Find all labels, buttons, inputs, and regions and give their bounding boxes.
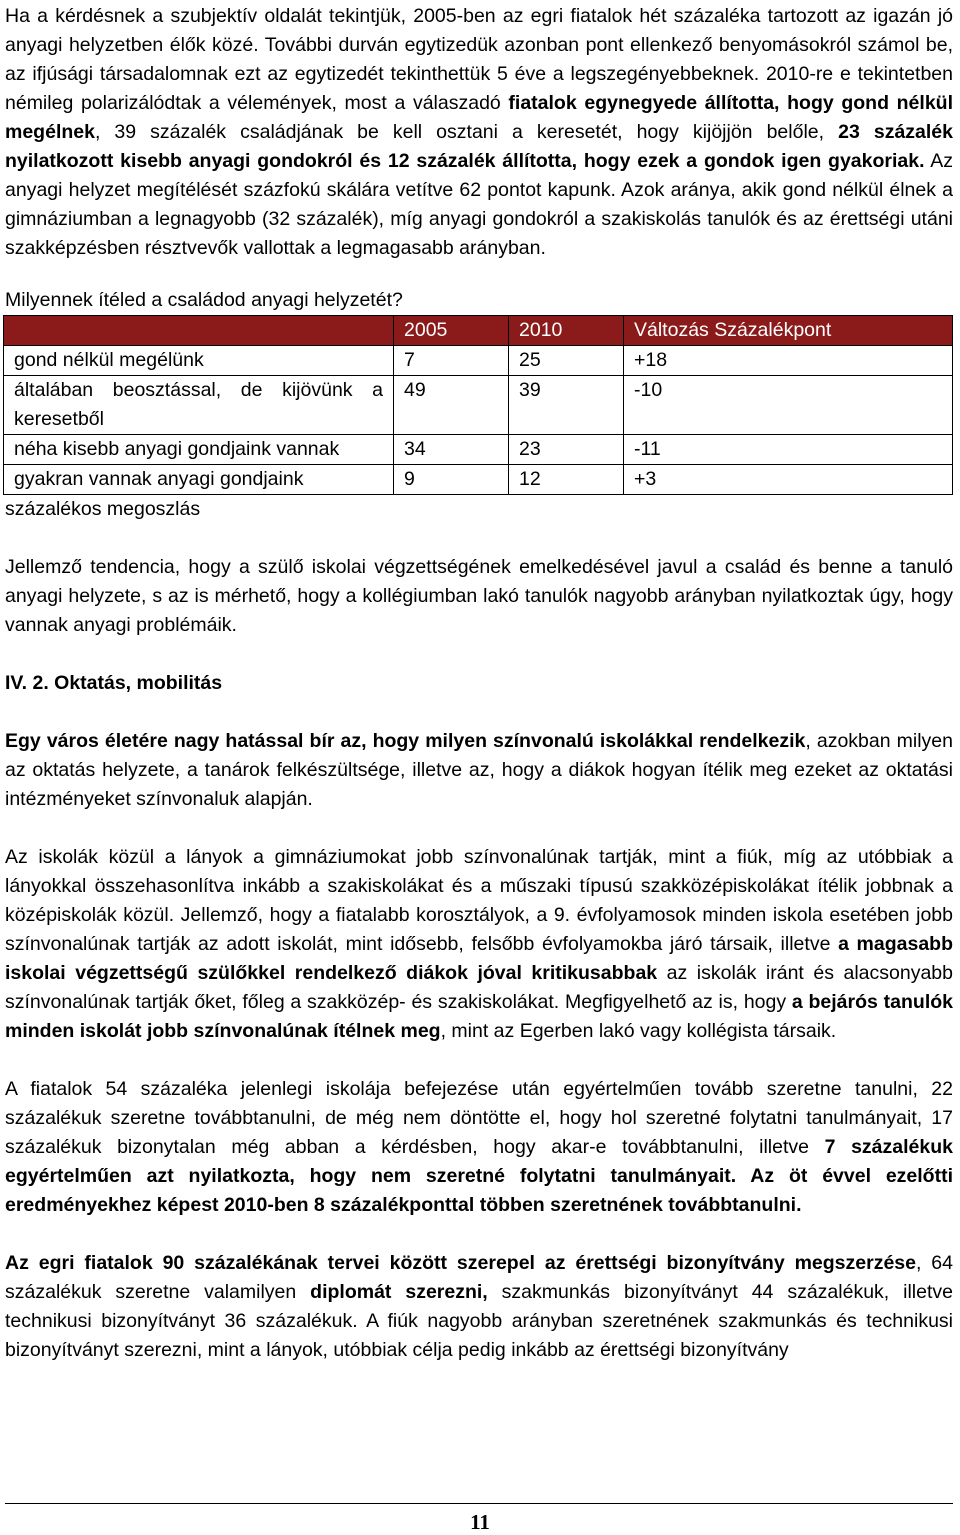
- text-span: Az anyagi helyzet megítélését százfokú skálára vetítve 62 pontot kapunk. Azok aránya, akik gond nélkül élnek a gimnáziumban a legnagyobb (32 százalék), míg anyagi gondokról a szakiskolás tanulók és az érettségi utáni szakképzésben résztvevők vallottak a legmagasabb arányban.: [5, 150, 953, 259]
- table-cell: gyakran vannak anyagi gondjaink: [4, 465, 394, 495]
- table-cell: általában beosztással, de kijövünk a keresetből: [4, 376, 394, 435]
- text-span: Az iskolák közül a lányok a gimnáziumokat jobb színvonalúnak tartják, mint a fiúk, míg az utóbbiak a lányokkal összehasonlítva inkább a szakiskolákat és a műszaki típusú szakközépiskolákat ítélik jobbnak a középiskolák közül. Jellemző, hogy a fiatalabb korosztályok, a 9. évfolyamosok minden iskola esetében jobb színvonalúnak tartják az adott iskolát, mint idősebb, felsőbb évfolyamokba járó társaik, illetve: [5, 846, 953, 955]
- table-cell: 25: [509, 346, 624, 376]
- text-span: , 64 százalékuk szeretne valamilyen: [5, 1252, 953, 1303]
- table-row: [4, 346, 953, 376]
- footer-divider: [5, 1503, 953, 1504]
- document-page: [5, 2, 953, 1365]
- table-cell: 7: [394, 346, 509, 376]
- table-cell: 23: [509, 435, 624, 465]
- text-span: , mint az Egerben lakó vagy kollégista társaik.: [440, 1020, 837, 1042]
- paragraph-further-studies: [5, 1075, 953, 1220]
- table-row: [4, 376, 953, 435]
- bold-text: Az egri fiatalok 90 százalékának tervei között szerepel az érettségi bizonyítvány megszerzése: [5, 1252, 916, 1274]
- bold-text: a bejárós tanulók minden iskolát jobb színvonalúnak ítélnek meg: [5, 991, 953, 1042]
- table-header-cell: 2005: [394, 316, 509, 346]
- table-header-cell: 2010: [509, 316, 624, 346]
- paragraph-parent-education: Jellemző tendencia, hogy a szülő iskolai végzettségének emelkedésével javul a család és benne a tanuló anyagi helyzete, s az is mérhető, hogy a kollégiumban lakó tanulók nagyobb arányban nyilatkoztak úgy, hogy vannak anyagi problémáik.: [5, 556, 953, 636]
- page-number: 11: [470, 1510, 490, 1534]
- table-row: [4, 435, 953, 465]
- bold-text: fiatalok egynegyede állította, hogy gond nélkül megélnek: [5, 92, 953, 143]
- table-cell: 12: [509, 465, 624, 495]
- table-cell: 39: [509, 376, 624, 435]
- table-cell: +3: [624, 465, 953, 495]
- text-span: Ha a kérdésnek a szubjektív oldalát tekintjük, 2005-ben az egri fiatalok hét százaléka tartozott az igazán jó anyagi helyzetben élők közé. További durván egytizedük azonban pont ellenkező benyomásokról számol be, az ifjúsági társadalomnak ezt az egytizedét tekinthettük 5 éve a legszegényebbeknek. 2010-re e tekintetben némileg polarizálódtak a vélemények, most a válaszadó: [5, 5, 953, 114]
- text-span: , azokban milyen az oktatás helyzete, a tanárok felkészültsége, illetve az, hogy a diákok hogyan ítélik meg ezeket az oktatási intézményeket színvonaluk alapján.: [5, 730, 953, 810]
- table-header-cell: [4, 316, 394, 346]
- table-caption: százalékos megoszlás: [5, 498, 201, 520]
- paragraph-school-quality: [5, 727, 953, 814]
- bold-text: 23 százalék nyilatkozott kisebb anyagi gondokról és 12 százalék állította, hogy ezek a gondok igen gyakoriak.: [5, 121, 953, 172]
- table-header-row: [4, 316, 953, 346]
- table-cell: 34: [394, 435, 509, 465]
- paragraph-financial-situation: [5, 2, 953, 263]
- text-span: szakmunkás bizonyítványt 44 százalékuk, illetve technikusi bizonyítványt 36 százalékuk. A fiúk nagyobb arányban szeretnének szakmunkás és technikusi bizonyítványt szerezni, mint a lányok, utóbbiak célja pedig inkább az érettségi bizonyítvány: [5, 1281, 953, 1361]
- bold-text: Egy város életére nagy hatással bír az, hogy milyen színvonalú iskolákkal rendelkezik: [5, 730, 806, 752]
- bold-text: diplomát szerezni,: [310, 1281, 488, 1303]
- section-heading: IV. 2. Oktatás, mobilitás: [5, 672, 223, 694]
- text-span: A fiatalok 54 százaléka jelenlegi iskolája befejezése után egyértelműen tovább szeretne tanulni, 22 százalékuk szeretne továbbtanulni, de még nem döntötte el, hogy hol szeretné folytatni tanulmányait, 17 százalékuk bizonytalan még abban a kérdésben, hogy akar-e továbbtanulni, illetve: [5, 1078, 953, 1158]
- bold-text: a magasabb iskolai végzettségű szülőkkel rendelkező diákok jóval kritikusabbak: [5, 933, 953, 984]
- table-row: [4, 465, 953, 495]
- paragraph-certificates: [5, 1249, 953, 1365]
- table-cell: +18: [624, 346, 953, 376]
- table-cell: gond nélkül megélünk: [4, 346, 394, 376]
- paragraph-school-ratings: [5, 843, 953, 1046]
- text-span: az iskolák iránt és alacsonyabb színvonalúnak tartják őket, főleg a szakközép- és szakiskolákat. Megfigyelhető az is, hogy: [5, 962, 953, 1013]
- table-cell: -11: [624, 435, 953, 465]
- financial-situation-table: [3, 315, 953, 495]
- table-cell: 9: [394, 465, 509, 495]
- table-title: Milyennek ítéled a családod anyagi helyzetét?: [5, 289, 403, 311]
- bold-text: 7 százalékuk egyértelműen azt nyilatkozta, hogy nem szeretné folytatni tanulmányait. Az öt évvel ezelőtti eredményekhez képest 2010-ben 8 százalékponttal többen szeretnének továbbtanulni.: [5, 1136, 953, 1216]
- table-cell: -10: [624, 376, 953, 435]
- table-cell: néha kisebb anyagi gondjaink vannak: [4, 435, 394, 465]
- table-cell: 49: [394, 376, 509, 435]
- text-span: , 39 százalék családjának be kell osztani a keresetét, hogy kijöjjön belőle,: [94, 121, 839, 143]
- table-header-cell: Változás Százalékpont: [624, 316, 953, 346]
